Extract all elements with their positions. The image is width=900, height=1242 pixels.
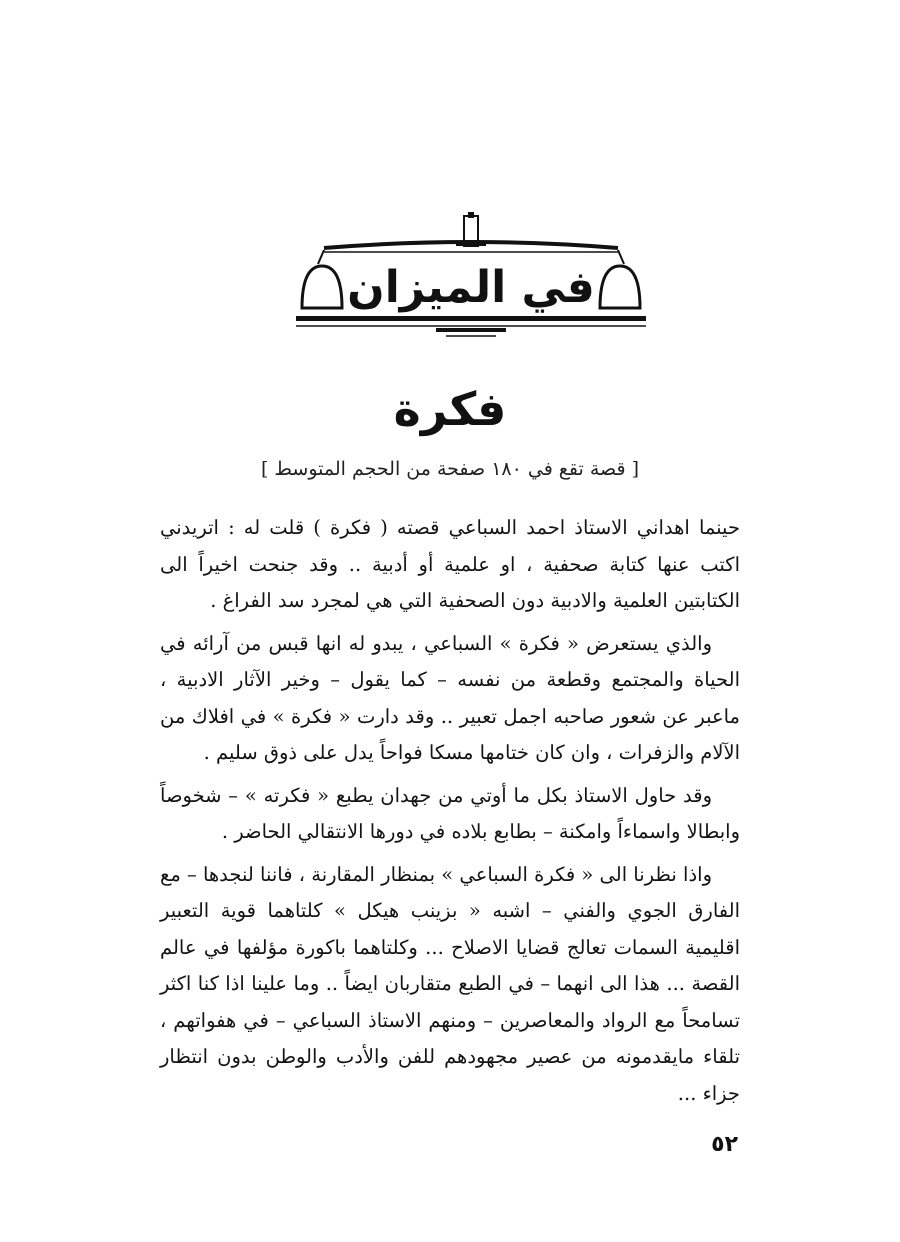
page-number: ٥٢ xyxy=(711,1132,738,1157)
paragraph: والذي يستعرض « فكرة » السباعي ، يبدو له انها قبس من آرائه في الحياة والمجتمع وقطعة من نفسه – كما يقول – وخير الآثار الادبية ، ماعبر عن شعور صاحبه اجمل تعبير .. وقد دارت « فكرة » في افلاك من الآلام والزفرات ، وان كان ختامها مسكا فواحاً يدل على ذوق سليم . xyxy=(160,631,740,764)
article-body xyxy=(160,510,740,1118)
paragraph: واذا نظرنا الى « فكرة السباعي » بمنظار المقارنة ، فاننا لنجدها – مع الفارق الجوي والفني – اشبه « بزينب هيكل » كلتاهما قوية التعبير اقليمية السمات تعالج قضايا الاصلاح ... وكلتاهما باكورة مؤلفها في عالم القصة ... هذا الى انهما – في الطبع متقاربان ايضاً .. وما علينا اذا كنا اكثر تسامحاً مع الرواد والمعاصرين – ومنهم الاستاذ السباعي – في هفواتهم ، تلقاء مايقدمونه من عصير مجهودهم للفن والأدب والوطن بدون انتظار جزاء ... xyxy=(159,862,740,1105)
story-title: فكرة xyxy=(393,382,507,436)
scale-ornament-header xyxy=(296,212,646,342)
paragraph: حينما اهداني الاستاذ احمد السباعي قصته ( فكرة ) قلت له : اتريدني اكتب عنها كتابة صحفية ، او علمية أو أدبية .. وقد جنحت اخيراً الى الكتابتين العلمية والادبية دون الصحفية التي هي لمجرد سد الفراغ . xyxy=(160,516,740,612)
paragraph: وقد حاول الاستاذ بكل ما أوتي من جهدان يطبع « فكرته » – شخوصاً وابطالا واسماءاً وامكنة – بطابع بلاده في دورها الانتقالي الحاضر . xyxy=(160,783,740,843)
section-title: في الميزان xyxy=(347,261,595,313)
story-subtitle: [ قصة تقع في ١٨٠ صفحة من الحجم المتوسط ] xyxy=(260,458,640,480)
